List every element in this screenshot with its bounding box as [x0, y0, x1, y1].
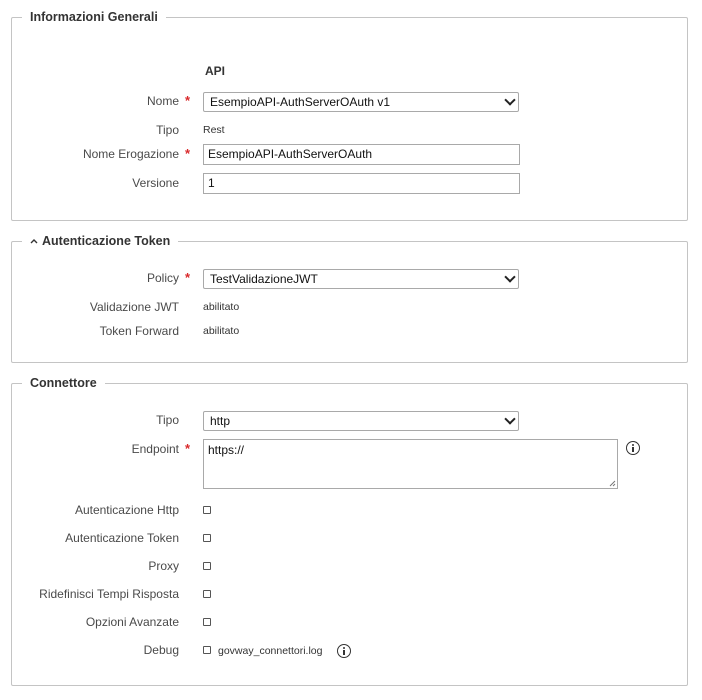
chevron-up-icon	[30, 234, 38, 250]
info-icon[interactable]	[337, 644, 351, 658]
fieldset-title: Connettore	[22, 375, 105, 391]
validazione-jwt-value: abilitato	[203, 301, 240, 313]
policy-select-value: TestValidazioneJWT	[210, 272, 318, 286]
debug-file-name: govway_connettori.log	[218, 645, 323, 657]
connettore-tipo-select-value: http	[210, 414, 231, 428]
ridefinisci-tempi-risposta-checkbox[interactable]	[203, 590, 211, 598]
debug-checkbox[interactable]	[203, 646, 211, 654]
connettore-tipo-select[interactable]	[203, 411, 519, 431]
nome-select-value: EsempioAPI-AuthServerOAuth v1	[210, 95, 391, 109]
resize-grip-icon[interactable]	[608, 479, 616, 487]
ridefinisci-tempi-risposta-label: Ridefinisci Tempi Risposta	[39, 587, 179, 601]
token-forward-label: Token Forward	[99, 324, 179, 338]
nome-label: Nome	[146, 94, 179, 108]
autenticazione-http-label: Autenticazione Http	[74, 503, 179, 517]
autenticazione-http-checkbox[interactable]	[203, 506, 211, 514]
endpoint-value: https://	[208, 443, 245, 457]
debug-label: Debug	[143, 643, 179, 657]
nome-erogazione-input[interactable]: EsempioAPI-AuthServerOAuth	[203, 144, 520, 165]
proxy-label: Proxy	[148, 559, 179, 573]
fieldset-title: Informazioni Generali	[22, 9, 166, 25]
policy-label: Policy	[146, 271, 179, 285]
versione-input[interactable]: 1	[203, 173, 520, 194]
validazione-jwt-label: Validazione JWT	[89, 300, 179, 314]
proxy-checkbox[interactable]	[203, 562, 211, 570]
required-mark: *	[185, 146, 191, 161]
nome-select[interactable]	[203, 92, 519, 112]
chevron-down-icon	[504, 413, 515, 424]
versione-label: Versione	[132, 176, 179, 190]
fieldset-connettore	[11, 376, 688, 686]
token-forward-value: abilitato	[203, 325, 240, 337]
fieldset-autenticazione-token	[11, 234, 688, 363]
nome-erogazione-label: Nome Erogazione	[82, 147, 179, 161]
autenticazione-token-label: Autenticazione Token	[65, 531, 179, 545]
opzioni-avanzate-label: Opzioni Avanzate	[85, 615, 179, 629]
chevron-down-icon	[504, 94, 515, 105]
api-section-heading: API	[205, 64, 226, 78]
fieldset-informazioni-generali	[11, 10, 688, 221]
endpoint-textarea[interactable]	[203, 439, 618, 489]
autenticazione-token-checkbox[interactable]	[203, 534, 211, 542]
opzioni-avanzate-checkbox[interactable]	[203, 618, 211, 626]
chevron-down-icon	[504, 271, 515, 282]
tipo-value: Rest	[203, 124, 225, 136]
connettore-tipo-label: Tipo	[156, 413, 179, 427]
required-mark: *	[185, 270, 191, 285]
required-mark: *	[185, 441, 191, 456]
required-mark: *	[185, 93, 191, 108]
fieldset-title-toggle[interactable]: Autenticazione Token	[22, 233, 178, 251]
policy-select[interactable]	[203, 269, 519, 289]
info-icon[interactable]	[626, 441, 640, 455]
endpoint-label: Endpoint	[131, 442, 179, 456]
tipo-label: Tipo	[156, 123, 179, 137]
